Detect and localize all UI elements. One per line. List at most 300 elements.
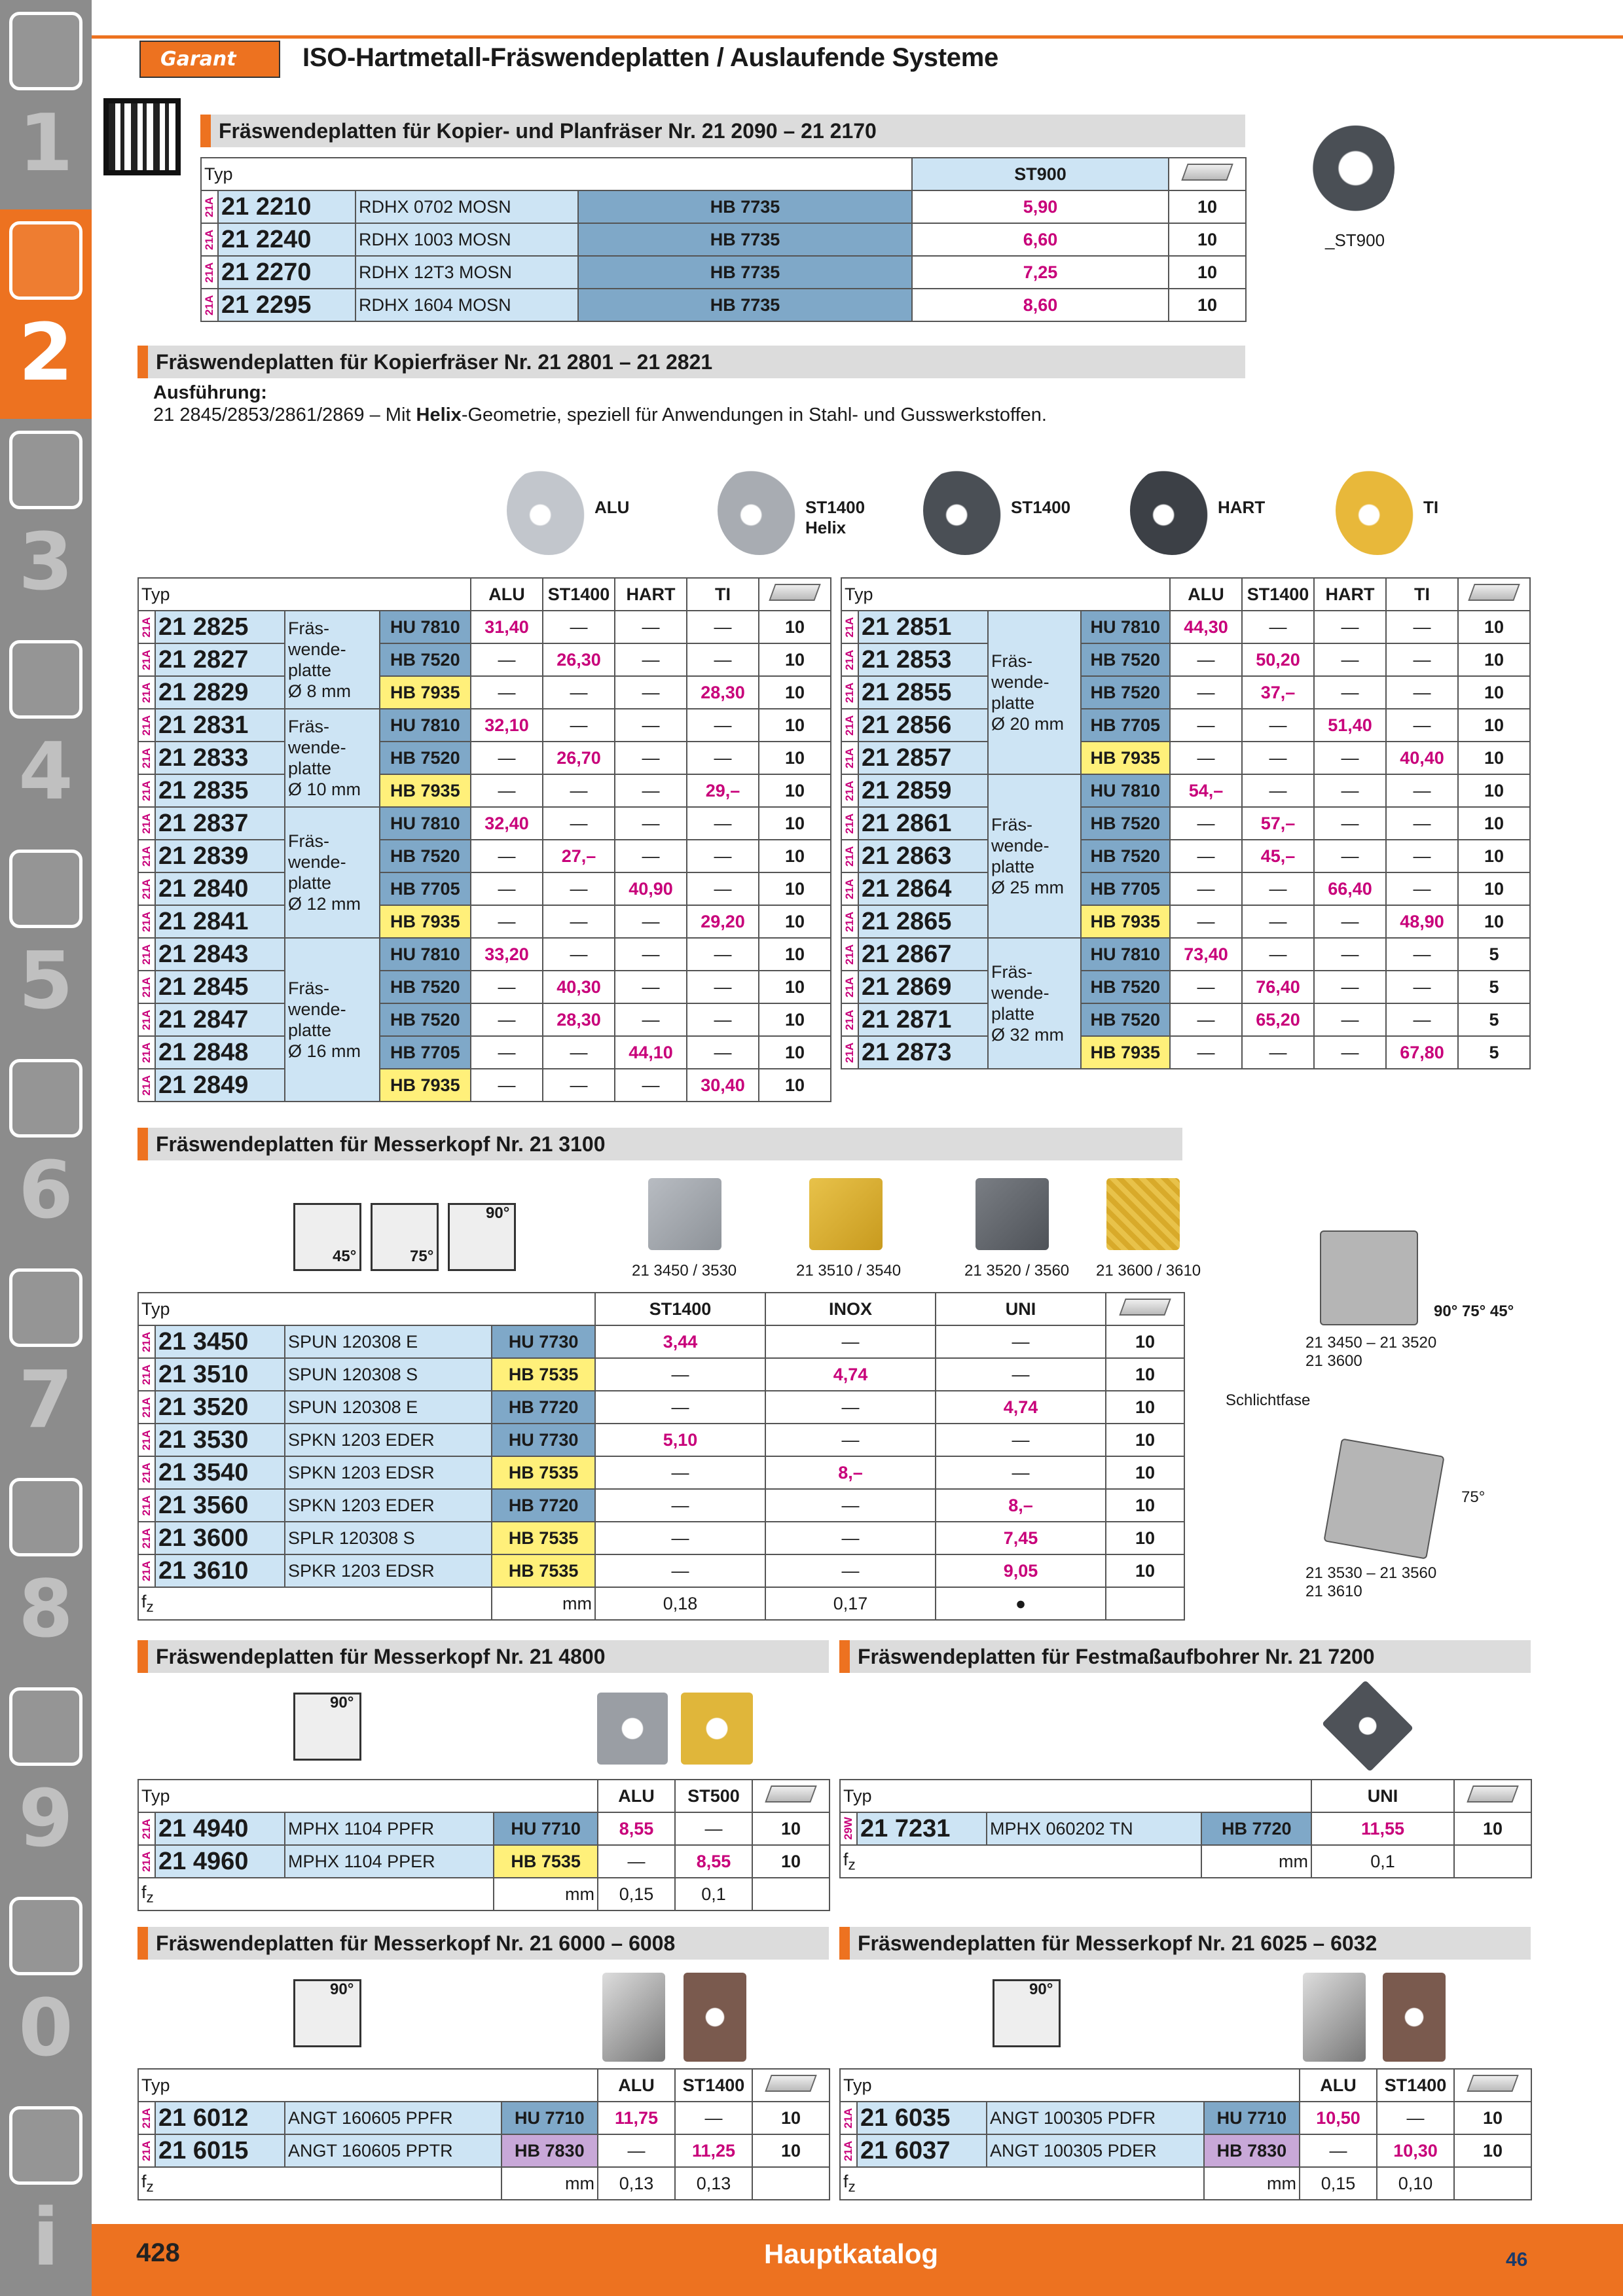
price: 28,30 — [687, 676, 759, 709]
fz-empty — [752, 2167, 830, 2200]
table-row — [841, 872, 1530, 905]
article-designation: SPUN 120308 E — [285, 1325, 492, 1358]
prefix-code: 21A — [201, 256, 218, 289]
sidebar-chapter-4[interactable] — [0, 628, 92, 838]
angle-diagram-2-label: 21 3530 – 21 3560 21 3610 — [1305, 1564, 1437, 1600]
table-row — [138, 1424, 1184, 1456]
price: — — [687, 872, 759, 905]
col-pack — [1454, 2069, 1531, 2102]
fz-label — [138, 2167, 501, 2200]
article-number: 21 2873 — [858, 1036, 988, 1069]
package-icon — [1468, 584, 1520, 601]
fz-symbol: f — [843, 2171, 848, 2191]
price: 5,90 — [912, 190, 1169, 223]
grade-code: HB 7830 — [1204, 2134, 1300, 2167]
prefix-code: 21A — [201, 223, 218, 256]
fz-subscript: z — [848, 1856, 856, 1873]
article-number: 21 2839 — [155, 840, 285, 872]
package-icon — [1467, 2075, 1518, 2092]
grade-code: HB 7535 — [494, 1845, 598, 1878]
fz-symbol: f — [141, 2171, 147, 2191]
chapter-2-icon — [9, 221, 82, 300]
insert-label-3: HART — [1218, 497, 1266, 517]
table-s7 — [839, 2068, 1532, 2200]
pack-qty: 10 — [1458, 742, 1530, 774]
sidebar-chapter-5[interactable] — [0, 838, 92, 1047]
table-s3 — [137, 1292, 1185, 1621]
grade-code: HB 7535 — [492, 1554, 595, 1587]
article-number: 21 2833 — [155, 742, 285, 774]
st900-label: _ST900 — [1325, 230, 1385, 250]
prefix-code: 21A — [138, 840, 155, 872]
price: — — [595, 1489, 765, 1522]
prefix-code: 29W — [840, 1812, 857, 1845]
col-pack — [1169, 158, 1246, 190]
section-title-3: Fräswendeplatten für Messerkopf Nr. 21 3100 — [137, 1128, 1182, 1160]
sidebar-chapter-8[interactable] — [0, 1466, 92, 1676]
article-designation: ANGT 160605 PPTR — [285, 2134, 501, 2167]
pack-qty: 10 — [759, 1036, 831, 1069]
price: 57,– — [1242, 807, 1314, 840]
table-row — [138, 1069, 831, 1102]
table-row — [138, 1036, 831, 1069]
col-ti: TI — [687, 578, 759, 611]
price: 40,40 — [1386, 742, 1458, 774]
table-row — [841, 905, 1530, 938]
chapter-1-number: 1 — [18, 98, 73, 189]
price: — — [1242, 611, 1314, 643]
chapter-0-icon — [9, 1897, 82, 1975]
prefix-code: 21A — [841, 1003, 858, 1036]
table-row — [138, 1554, 1184, 1587]
price: — — [1170, 742, 1242, 774]
article-number: 21 2855 — [858, 676, 988, 709]
chapter-2-number: 2 — [18, 308, 73, 399]
prefix-code: 21A — [841, 905, 858, 938]
fz-unit: mm — [1201, 1845, 1311, 1878]
pack-qty: 10 — [1454, 1812, 1531, 1845]
sidebar-chapter-2[interactable] — [0, 209, 92, 419]
pack-qty: 10 — [759, 742, 831, 774]
price: 76,40 — [1242, 971, 1314, 1003]
price: — — [471, 643, 543, 676]
section-title-5: Fräswendeplatten für Festmaßaufbohrer Nr. 21 7200 — [839, 1640, 1531, 1673]
pack-qty: 10 — [1106, 1325, 1184, 1358]
grade-code: HB 7830 — [501, 2134, 598, 2167]
price: 37,– — [1242, 676, 1314, 709]
fz-unit: mm — [492, 1587, 595, 1620]
col-typ: Typ — [138, 1780, 598, 1812]
section-title-7: Fräswendeplatten für Messerkopf Nr. 21 6025 – 6032 — [839, 1927, 1531, 1960]
col-alu: ALU — [1300, 2069, 1377, 2102]
pack-qty: 5 — [1458, 938, 1530, 971]
pack-qty: 10 — [752, 1812, 830, 1845]
price: — — [615, 807, 687, 840]
price: 66,40 — [1314, 872, 1386, 905]
article-designation: ANGT 100305 PDFR — [987, 2102, 1204, 2134]
article-number: 21 4940 — [155, 1812, 285, 1845]
fz-symbol: f — [141, 1591, 147, 1611]
price: — — [687, 611, 759, 643]
prefix-code: 21A — [841, 676, 858, 709]
pack-qty: 10 — [759, 774, 831, 807]
grade-code: HB 7520 — [1081, 676, 1170, 709]
grade-code: HU 7810 — [1081, 774, 1170, 807]
price: — — [1314, 643, 1386, 676]
angle-diagram-1-label: 21 3450 – 21 3520 21 3600 — [1305, 1334, 1437, 1370]
price: — — [471, 742, 543, 774]
col-pack — [752, 2069, 830, 2102]
angle-90-label: 90° — [1029, 1981, 1053, 1998]
pack-qty: 10 — [1106, 1456, 1184, 1489]
price: — — [595, 1522, 765, 1554]
price: — — [765, 1554, 936, 1587]
grade-code: HB 7935 — [380, 1069, 471, 1102]
table-s2-right — [841, 577, 1531, 1069]
section-title-2: Fräswendeplatten für Kopierfräser Nr. 21 2801 – 21 2821 — [137, 346, 1245, 378]
sidebar-chapter-9[interactable] — [0, 1676, 92, 1885]
insert-label-2: ST1400 — [1011, 497, 1071, 517]
prefix-code: 21A — [841, 643, 858, 676]
fz-row — [138, 1878, 830, 1910]
price: — — [615, 709, 687, 742]
pack-qty: 10 — [1169, 223, 1246, 256]
table-row — [841, 971, 1530, 1003]
fz-value: 0,1 — [1311, 1845, 1454, 1878]
pack-qty: 10 — [759, 840, 831, 872]
angle-45-label: 45° — [333, 1247, 357, 1265]
sidebar-chapter-i[interactable] — [0, 2094, 92, 2296]
article-number: 21 2840 — [155, 872, 285, 905]
pack-qty: 10 — [752, 2102, 830, 2134]
article-number: 21 2831 — [155, 709, 285, 742]
price: — — [687, 709, 759, 742]
price: — — [1314, 742, 1386, 774]
table-row — [138, 709, 831, 742]
prefix-code: 21A — [841, 807, 858, 840]
prefix-code: 21A — [138, 1522, 155, 1554]
prefix-code: 21A — [138, 2134, 155, 2167]
price: — — [1386, 611, 1458, 643]
grade-code: HB 7535 — [492, 1522, 595, 1554]
pack-qty: 10 — [759, 643, 831, 676]
fz-label — [840, 1845, 1201, 1878]
insert-size-group: Fräs- wende- platte Ø 25 mm — [988, 774, 1081, 938]
pack-qty: 10 — [1458, 905, 1530, 938]
insert-label-0: ALU — [594, 497, 630, 517]
grade-code: HB 7705 — [1081, 872, 1170, 905]
table-row — [201, 223, 1246, 256]
chapter-i-icon — [9, 2106, 82, 2185]
pack-qty: 10 — [1458, 840, 1530, 872]
price: — — [687, 840, 759, 872]
article-designation: RDHX 12T3 MOSN — [356, 256, 578, 289]
prefix-code: 21A — [138, 1845, 155, 1878]
col-typ: Typ — [841, 578, 1170, 611]
prefix-code: 21A — [138, 1325, 155, 1358]
chapter-5-number: 5 — [18, 936, 73, 1027]
article-number: 21 2827 — [155, 643, 285, 676]
grade-code: HB 7935 — [380, 905, 471, 938]
table-s2-left — [137, 577, 831, 1102]
page-number: 428 — [136, 2238, 180, 2267]
grade-code: HB 7535 — [492, 1456, 595, 1489]
fz-symbol: f — [843, 1849, 848, 1869]
grade-code: HB 7735 — [578, 190, 912, 223]
price: 6,60 — [912, 223, 1169, 256]
prefix-code: 21A — [138, 643, 155, 676]
fz-subscript: z — [146, 1598, 154, 1615]
price: 32,10 — [471, 709, 543, 742]
article-number: 21 2864 — [858, 872, 988, 905]
chapter-7-icon — [9, 1268, 82, 1347]
insert-image-0 — [507, 466, 591, 555]
col-alu: ALU — [1170, 578, 1242, 611]
price: — — [1377, 2102, 1454, 2134]
price: — — [598, 1845, 675, 1878]
price: — — [765, 1424, 936, 1456]
price: 65,20 — [1242, 1003, 1314, 1036]
table-row — [841, 1003, 1530, 1036]
grade-code: HB 7520 — [380, 643, 471, 676]
price: — — [543, 872, 615, 905]
grade-code: HU 7810 — [380, 611, 471, 643]
grade-code: HB 7720 — [492, 1489, 595, 1522]
chapter-7-number: 7 — [18, 1355, 73, 1446]
col-typ: Typ — [201, 158, 912, 190]
article-designation: RDHX 1604 MOSN — [356, 289, 578, 321]
table-row — [138, 1391, 1184, 1424]
col-typ: Typ — [138, 578, 471, 611]
price: — — [471, 1036, 543, 1069]
insert-size-group: Fräs- wende- platte Ø 12 mm — [285, 807, 380, 938]
price: — — [1170, 709, 1242, 742]
insert-label-1: ST1400 Helix — [805, 497, 866, 537]
price: — — [543, 938, 615, 971]
col-st1400: ST1400 — [595, 1293, 765, 1325]
pack-qty: 10 — [759, 1069, 831, 1102]
price: — — [1170, 643, 1242, 676]
table-row — [840, 1812, 1531, 1845]
price: — — [1242, 774, 1314, 807]
package-icon — [765, 1785, 816, 1803]
prefix-code: 21A — [138, 1069, 155, 1102]
fz-empty — [752, 1878, 830, 1910]
price: — — [615, 742, 687, 774]
article-number: 21 2863 — [858, 840, 988, 872]
prefix-code: 21A — [138, 676, 155, 709]
chapter-8-number: 8 — [18, 1564, 73, 1655]
prefix-code: 21A — [841, 840, 858, 872]
prefix-code: 21A — [138, 709, 155, 742]
fz-empty — [1106, 1587, 1184, 1620]
ausfuehrung-label: Ausführung: — [153, 382, 267, 403]
price: 45,– — [1242, 840, 1314, 872]
chapter-9-icon — [9, 1687, 82, 1766]
col-ti: TI — [1386, 578, 1458, 611]
fz-empty — [1454, 2167, 1531, 2200]
prefix-code: 21A — [201, 289, 218, 321]
prefix-code: 21A — [841, 611, 858, 643]
table-row — [138, 1812, 830, 1845]
grade-code: HU 7730 — [492, 1424, 595, 1456]
insert-image-alu — [1303, 1973, 1366, 2062]
price: 8,– — [936, 1489, 1106, 1522]
fz-value: ● — [936, 1587, 1106, 1620]
price: 27,– — [543, 840, 615, 872]
st900-insert-image — [1308, 119, 1395, 217]
table-row — [138, 676, 831, 709]
price: 26,70 — [543, 742, 615, 774]
price: — — [471, 1069, 543, 1102]
price: — — [765, 1391, 936, 1424]
article-number: 21 3530 — [155, 1424, 285, 1456]
price: 8,60 — [912, 289, 1169, 321]
col-typ: Typ — [138, 1293, 595, 1325]
price: — — [1170, 840, 1242, 872]
price: — — [1170, 1003, 1242, 1036]
price: — — [595, 1554, 765, 1587]
grade-code: HB 7520 — [1081, 840, 1170, 872]
sidebar-chapter-6[interactable] — [0, 1047, 92, 1257]
price: 10,30 — [1377, 2134, 1454, 2167]
angle-75-label: 75° — [410, 1247, 434, 1265]
fz-value: 0,1 — [675, 1878, 752, 1910]
price: — — [1386, 840, 1458, 872]
grade-code: HB 7705 — [380, 1036, 471, 1069]
price: — — [687, 807, 759, 840]
prefix-code: 21A — [201, 190, 218, 223]
sidebar-chapter-3[interactable] — [0, 419, 92, 628]
fz-empty — [1454, 1845, 1531, 1878]
garant-logo: Garant — [139, 41, 280, 78]
chapter-i-number: i — [32, 2193, 60, 2284]
article-number: 21 4960 — [155, 1845, 285, 1878]
price: — — [1386, 807, 1458, 840]
insert-image-3520 — [976, 1178, 1049, 1250]
col-hart: HART — [1314, 578, 1386, 611]
fz-unit: mm — [501, 2167, 598, 2200]
fz-value: 0,17 — [765, 1587, 936, 1620]
prefix-code: 21A — [138, 611, 155, 643]
col-st900: ST900 — [912, 158, 1169, 190]
pack-qty: 10 — [1458, 676, 1530, 709]
prefix-code: 21A — [138, 872, 155, 905]
price: — — [1170, 971, 1242, 1003]
col-alu: ALU — [598, 1780, 675, 1812]
price: — — [936, 1358, 1106, 1391]
angle-90-label: 90° — [330, 1694, 354, 1712]
price: — — [615, 611, 687, 643]
article-number: 21 6037 — [857, 2134, 987, 2167]
price: — — [1170, 905, 1242, 938]
price: 8,– — [765, 1456, 936, 1489]
sidebar-chapter-7[interactable] — [0, 1257, 92, 1466]
price: — — [1242, 938, 1314, 971]
col-uni: UNI — [936, 1293, 1106, 1325]
price: — — [615, 971, 687, 1003]
section-title-4: Fräswendeplatten für Messerkopf Nr. 21 4800 — [137, 1640, 829, 1673]
price: 32,40 — [471, 807, 543, 840]
price: — — [471, 1003, 543, 1036]
col-st1400: ST1400 — [1242, 578, 1314, 611]
price: — — [471, 905, 543, 938]
fz-row — [840, 1845, 1531, 1878]
insert-image-uni — [1322, 1680, 1413, 1772]
angle-diagram-1 — [1320, 1230, 1418, 1325]
article-number: 21 2845 — [155, 971, 285, 1003]
price: 26,30 — [543, 643, 615, 676]
fz-unit: mm — [494, 1878, 598, 1910]
article-designation: MPHX 060202 TN — [987, 1812, 1201, 1845]
pack-qty: 10 — [752, 1845, 830, 1878]
grade-code: HB 7520 — [1081, 1003, 1170, 1036]
price: 8,55 — [675, 1845, 752, 1878]
prefix-code: 21A — [138, 971, 155, 1003]
price: — — [1242, 872, 1314, 905]
price: — — [1242, 742, 1314, 774]
article-number: 21 2849 — [155, 1069, 285, 1102]
price: — — [471, 676, 543, 709]
sidebar-chapter-0[interactable] — [0, 1885, 92, 2094]
price: — — [765, 1522, 936, 1554]
article-number: 21 3510 — [155, 1358, 285, 1391]
insert-image-3450 — [648, 1178, 721, 1250]
col-st1400: ST1400 — [675, 2069, 752, 2102]
price: — — [471, 872, 543, 905]
price: — — [543, 676, 615, 709]
grade-code: HB 7520 — [380, 742, 471, 774]
price: — — [675, 1812, 752, 1845]
table-row — [841, 1036, 1530, 1069]
price: — — [687, 971, 759, 1003]
price: — — [598, 2134, 675, 2167]
price: 44,10 — [615, 1036, 687, 1069]
pack-qty: 10 — [1458, 872, 1530, 905]
prefix-code: 21A — [840, 2102, 857, 2134]
header-rule — [92, 35, 1623, 39]
fz-label — [138, 1587, 492, 1620]
prefix-code: 21A — [138, 1554, 155, 1587]
pack-qty: 10 — [752, 2134, 830, 2167]
price: — — [471, 971, 543, 1003]
pack-qty: 10 — [759, 807, 831, 840]
pack-qty: 10 — [1458, 643, 1530, 676]
prefix-code: 21A — [841, 742, 858, 774]
section-title-1: Fräswendeplatten für Kopier- und Planfräser Nr. 21 2090 – 21 2170 — [200, 115, 1245, 147]
article-number: 21 2270 — [218, 256, 356, 289]
sidebar-chapter-1[interactable] — [0, 0, 92, 209]
table-row — [841, 676, 1530, 709]
footer-right-number: 46 — [1506, 2249, 1528, 2270]
chapter-0-number: 0 — [18, 1983, 73, 2074]
price: — — [543, 905, 615, 938]
pack-qty: 10 — [1106, 1489, 1184, 1522]
angle-diagram-1-angles: 90° 75° 45° — [1434, 1302, 1514, 1320]
insert-image-3 — [1130, 466, 1214, 555]
price: — — [543, 1036, 615, 1069]
chapter-8-icon — [9, 1478, 82, 1556]
table-row — [840, 2134, 1531, 2167]
qr-code-icon[interactable] — [103, 98, 181, 175]
article-number: 21 2867 — [858, 938, 988, 971]
price: 30,40 — [687, 1069, 759, 1102]
insert-image-alu — [602, 1973, 665, 2062]
price: — — [1314, 611, 1386, 643]
price: — — [595, 1391, 765, 1424]
price: 11,25 — [675, 2134, 752, 2167]
price: — — [687, 938, 759, 971]
